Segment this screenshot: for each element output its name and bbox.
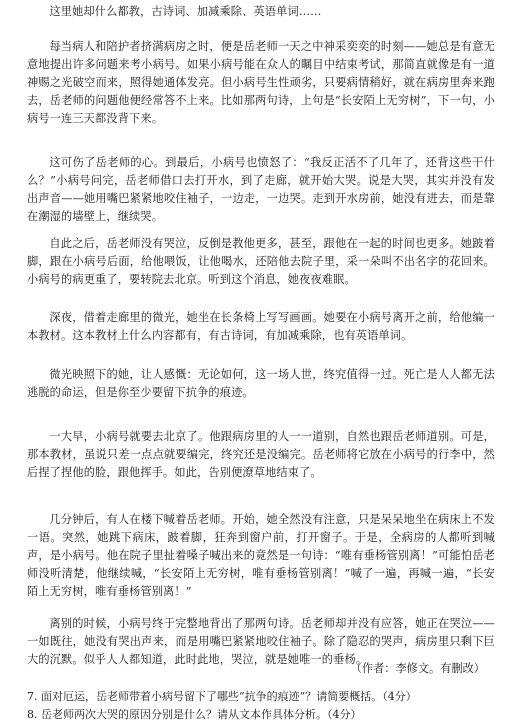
question-8: 8. 岳老师两次大哭的原因分别是什么？请从文本作具体分析。（4分） bbox=[27, 708, 362, 721]
paragraph-4: 深夜，借着走廊里的微光，她坐在长条椅上写写画画。她要在小病号离开之前，给他编一本教材。这本教材上什么内容都有，有古诗词，有加减乘除，也有英语单词。 bbox=[27, 311, 495, 342]
paragraph-3: 自此之后，岳老师没有哭泣，反倒是教他更多，甚至，跟他在一起的时间也更多。她跛着脚，跟在小病号后面，给他喂饭，让他喝水，还陪他去院子里，采一朵叫不出名字的花回来。小病号的病更重了，要转院去北京。听到这个消息，她夜夜难眠。 bbox=[27, 237, 495, 286]
paragraph-5: 微光映照下的她，让人感慨：无论如何，这一场人世，终究值得一过。死亡是人人都无法逃脱的命运，但是你至少要留下抗争的痕迹。 bbox=[27, 368, 495, 399]
paragraph-1: 每当病人和陪护者挤满病房之时，便是岳老师一天之中神采奕奕的时刻——她总是有意无意地提出许多问题来考小病号。如果小病号能在众人的瞩目中结束考试，那简直就像是有一道神赐之光破空而来，照得她通体发亮。但小病号生性顽劣，只要病情稍好，就在病房里奔来跑去，岳老师的问题他便经常答不上来。比如那两句诗，上句是“长安陌上无穷树”，下一句，小病号一连三天都没背下来。 bbox=[27, 40, 495, 125]
author-byline: （作者：李修文。有删改） bbox=[350, 662, 485, 675]
paragraph-2: 这可伤了岳老师的心。到最后，小病号也愤怒了：“我反正活不了几年了，还背这些干什么？”小病号问完，岳老师借口去打开水，到了走廊，就开始大哭。说是大哭，其实并没有发出声音——她用嘴巴紧紧地咬住袖子，一边走，一边哭。走到开水房前，她没有进去，而是靠在潮湿的墙壁上，继续哭。 bbox=[27, 156, 495, 223]
paragraph-6: 一大早，小病号就要去北京了。他跟病房里的人一一道别，自然也跟岳老师道别。可是，那本教材，虽说只差一点点就要编完，终究还是没编完。岳老师将它放在小病号的行李中，然后捏了捏他的脸，跟他挥手。如此，告别便潦草地结束了。 bbox=[27, 430, 495, 479]
intro-line: 这里她却什么都教，古诗词、加减乘除、英语单词…… bbox=[49, 5, 322, 18]
paragraph-7: 几分钟后，有人在楼下喊着岳老师。开始，她全然没有注意，只是呆呆地坐在病床上不发一语。突然，她跳下病床，跛着脚，狂奔到窗户前，打开窗子。于是，全病房的人都听到喊声，是小病号。他在院子里扯着嗓子喊出来的竟然是一句诗：“唯有垂杨管别离！”可能怕岳老师没听清楚，他继续喊，“长安陌上无穷树，唯有垂杨管别离！”喊了一遍，再喊一遍，“长安陌上无穷树，唯有垂杨管别离！” bbox=[27, 513, 495, 598]
paragraph-8: 离别的时候，小病号终于完整地背出了那两句诗。岳老师却并没有应答，她正在哭泣——一如既往，她没有哭出声来，而是用嘴巴紧紧地咬住袖子。除了隐忍的哭声，病房里只剩下巨大的沉默。似乎人人都知道，此时此地，哭泣，就是她唯一的垂杨。 bbox=[27, 617, 495, 666]
question-7: 7. 面对厄运，岳老师带着小病号留下了哪些“抗争的痕迹”？请简要概括。（4分） bbox=[27, 690, 417, 703]
